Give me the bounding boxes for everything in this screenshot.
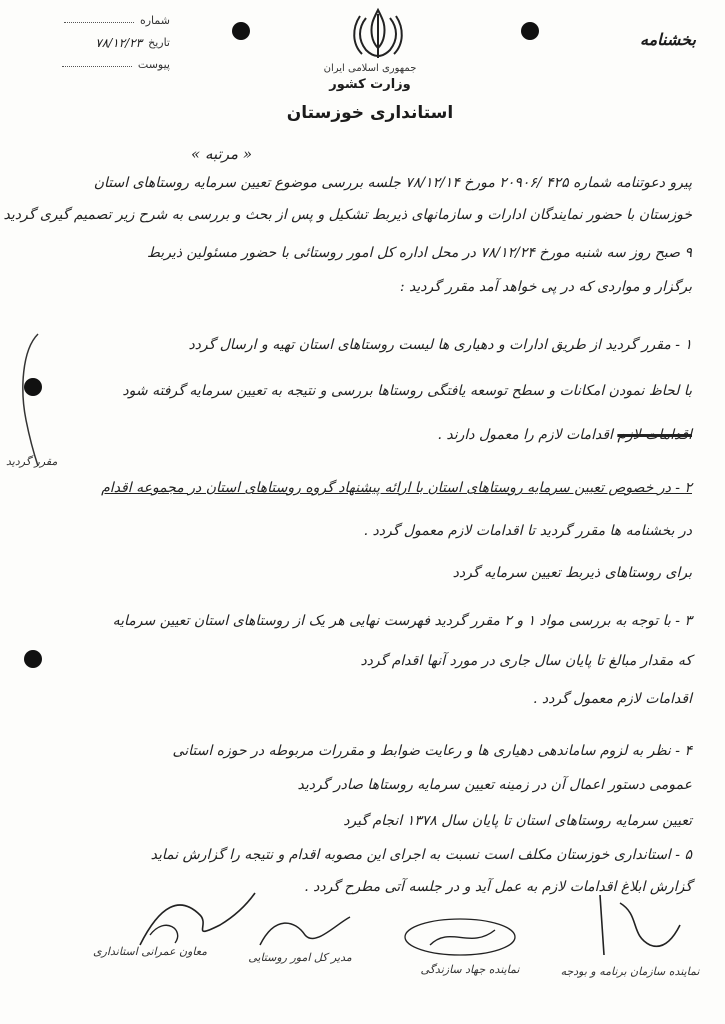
circular-stamp: بخشنامه [640, 30, 696, 49]
body-line: ۳ - با توجه به بررسی مواد ۱ و ۲ مقرر گردید فهرست نهایی هر یک از روستاهای استان تعیین سرمایه [112, 613, 692, 629]
body-line: ۱ - مقرر گردید از طریق ادارات و دهیاری ها لیست روستاهای استان تهیه و ارسال گردد [188, 337, 692, 353]
punch-hole [24, 650, 42, 668]
ministry-name: وزارت کشور [329, 77, 411, 92]
signature-label: نماینده سازمان برنامه و بودجه [560, 965, 700, 978]
body-line: برای روستاهای ذیربط تعیین سرمایه گردد [452, 565, 692, 581]
signature-scribble-icon [580, 885, 690, 965]
signature-scribble-icon [400, 905, 530, 965]
body-line: در بخشنامه ها مقرر گردید تا اقدامات لازم معمول گردد . [363, 523, 692, 539]
margin-bracket-icon [12, 330, 42, 470]
body-line: ۴ - نظر به لزوم ساماندهی دهیاری ها و رعایت ضوابط و مقررات مربوطه در حوزه استانی [172, 743, 692, 759]
body-line-text: اقدامات لازم را معمول دارند . [437, 427, 613, 443]
punch-hole [232, 22, 250, 40]
struck-text: اقدامات لازم [617, 427, 692, 443]
attachment-label: پیوست [137, 58, 170, 71]
body-line [437, 427, 692, 443]
body-line: اقدامات لازم معمول گردد . [532, 691, 692, 707]
body-line: پیرو دعوتنامه شماره ۴۲۵ /۲۰۹۰۶ مورخ ۷۸/۱۲/۱۴ جلسه بررسی موضوع تعیین سرمایه روستاهای استان [93, 175, 692, 191]
salutation: « مرتبه » [191, 145, 252, 163]
body-line: که مقدار مبالغ تا پایان سال جاری در مورد آنها اقدام گردد [360, 653, 692, 669]
punch-hole [521, 22, 539, 40]
body-line: با لحاظ نمودن امکانات و سطح توسعه یافتگی روستاها بررسی و نتیجه به تعیین سرمایه گرفته شود [122, 383, 692, 399]
body-line: ۵ - استانداری خوزستان مکلف است نسبت به اجرای این مصوبه اقدام و نتیجه را گزارش نماید [150, 847, 692, 863]
letter-meta [40, 10, 170, 76]
country-name: جمهوری اسلامی ایران [323, 63, 417, 74]
margin-note: مقرر گردید [6, 455, 58, 468]
number-line [64, 10, 134, 23]
body-line: تعیین سرمایه روستاهای استان تا پایان سال ۱۳۷۸ انجام گیرد [343, 813, 692, 829]
signature-label: نماینده جهاد سازندگی [420, 963, 520, 976]
signature-scribble-icon [250, 905, 360, 955]
iran-emblem-icon [348, 6, 408, 62]
letterhead [250, 62, 490, 126]
body-line: گزارش ابلاغ اقدامات لازم به عمل آید و در جلسه آتی مطرح گردد . [304, 879, 692, 895]
body-line: خوزستان با حضور نمایندگان ادارات و سازمانهای ذیربط تشکیل و پس از بحث و بررسی به شرح زیر تصمیم گیری گردید [3, 207, 692, 223]
signature-label: معاون عمرانی استانداری [93, 945, 207, 958]
date-value: ۷۸/۱۲/۲۳ [95, 36, 143, 50]
underlined-text: ۲ - در خصوص تعیین سرمایه روستاهای استان با ارائه پیشنهاد گروه روستاهای استان در مجموعه اقدام [101, 480, 692, 496]
body-line: برگزار و مواردی که در پی خواهد آمد مقرر گردید : [399, 279, 692, 295]
attachment-line [62, 54, 132, 67]
number-label: شماره [139, 14, 170, 27]
body-line: عمومی دستور اعمال آن در زمینه تعیین سرمایه روستاها صادر گردید [297, 777, 692, 793]
body-line [101, 480, 692, 496]
signature-area [40, 885, 700, 1005]
governorate-name: استانداری خوزستان [286, 103, 454, 123]
date-label: تاریخ [148, 36, 170, 49]
signature-label: مدیر کل امور روستایی [248, 951, 352, 964]
body-line: ۹ صبح روز سه شنبه مورخ ۷۸/۱۲/۲۴ در محل اداره کل امور روستائی با حضور مسئولین ذیربط [147, 245, 692, 261]
